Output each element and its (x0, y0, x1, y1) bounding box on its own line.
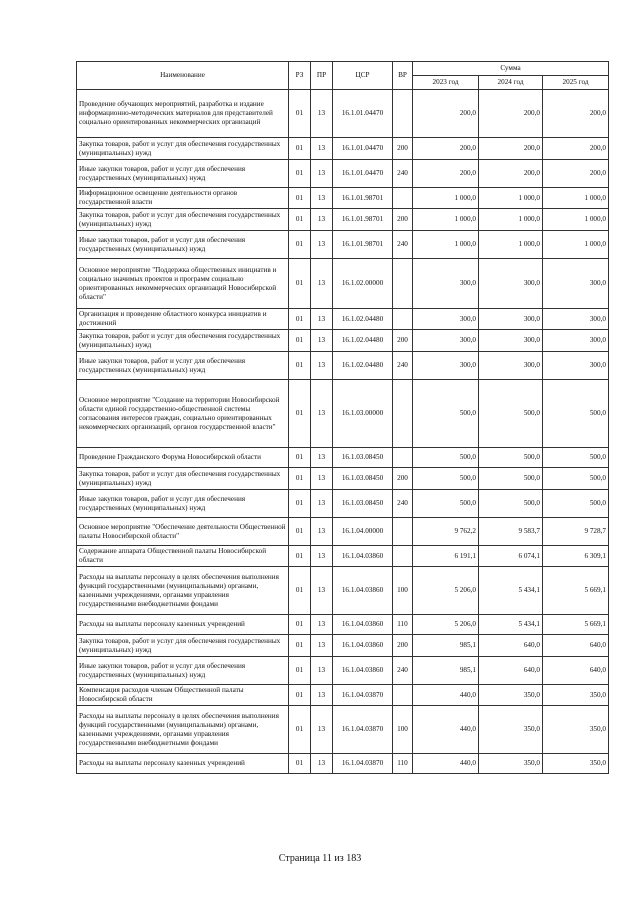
row-rz: 01 (289, 635, 311, 657)
row-vr (393, 90, 413, 138)
row-rz: 01 (289, 352, 311, 380)
header-sum: Сумма (413, 62, 609, 76)
table-row (77, 635, 609, 657)
row-pr: 13 (311, 546, 333, 567)
table-body (77, 90, 609, 774)
table-row (77, 231, 609, 259)
row-csr: 16.1.03.08450 (333, 448, 393, 468)
row-vr (393, 309, 413, 330)
row-csr: 16.1.02.04480 (333, 330, 393, 352)
row-sum-2024: 500,0 (479, 468, 543, 490)
row-csr: 16.1.04.00000 (333, 518, 393, 546)
row-csr: 16.1.01.98701 (333, 209, 393, 231)
header-rz: РЗ (289, 62, 311, 90)
row-name: Содержание аппарата Общественной палаты Новосибирской области (77, 546, 289, 567)
row-csr: 16.1.04.03870 (333, 754, 393, 774)
table-row (77, 657, 609, 685)
row-rz: 01 (289, 188, 311, 209)
page-number: Страница 11 из 183 (278, 853, 362, 864)
row-rz: 01 (289, 754, 311, 774)
row-rz: 01 (289, 615, 311, 635)
row-csr: 16.1.03.00000 (333, 380, 393, 448)
row-vr: 200 (393, 635, 413, 657)
header-pr: ПР (311, 62, 333, 90)
row-csr: 16.1.04.03870 (333, 685, 393, 706)
row-name: Иные закупки товаров, работ и услуг для обеспечения государственных (муниципальных) нужд (77, 657, 289, 685)
row-rz: 01 (289, 90, 311, 138)
row-sum-2024: 350,0 (479, 706, 543, 754)
row-pr: 13 (311, 188, 333, 209)
row-pr: 13 (311, 138, 333, 160)
row-sum-2025: 5 669,1 (543, 567, 609, 615)
row-pr: 13 (311, 380, 333, 448)
row-name: Иные закупки товаров, работ и услуг для обеспечения государственных (муниципальных) нужд (77, 160, 289, 188)
row-sum-2023: 200,0 (413, 138, 479, 160)
row-csr: 16.1.02.04480 (333, 352, 393, 380)
row-sum-2025: 350,0 (543, 754, 609, 774)
row-vr: 200 (393, 468, 413, 490)
row-sum-2024: 1 000,0 (479, 209, 543, 231)
row-sum-2025: 500,0 (543, 380, 609, 448)
table-row (77, 490, 609, 518)
row-sum-2024: 1 000,0 (479, 231, 543, 259)
table-row (77, 754, 609, 774)
row-pr: 13 (311, 448, 333, 468)
row-sum-2025: 300,0 (543, 309, 609, 330)
row-sum-2025: 300,0 (543, 259, 609, 309)
row-vr: 110 (393, 615, 413, 635)
row-vr: 200 (393, 209, 413, 231)
row-name: Проведение Гражданского Форума Новосибирской области (77, 448, 289, 468)
row-vr (393, 188, 413, 209)
table-row (77, 706, 609, 754)
row-sum-2023: 5 206,0 (413, 567, 479, 615)
row-sum-2023: 500,0 (413, 380, 479, 448)
table-row (77, 448, 609, 468)
row-vr: 240 (393, 352, 413, 380)
row-pr: 13 (311, 635, 333, 657)
row-sum-2024: 350,0 (479, 754, 543, 774)
row-name: Иные закупки товаров, работ и услуг для обеспечения государственных (муниципальных) нужд (77, 352, 289, 380)
row-csr: 16.1.02.00000 (333, 259, 393, 309)
row-sum-2023: 440,0 (413, 685, 479, 706)
row-pr: 13 (311, 90, 333, 138)
row-rz: 01 (289, 380, 311, 448)
row-sum-2024: 200,0 (479, 90, 543, 138)
row-rz: 01 (289, 706, 311, 754)
row-pr: 13 (311, 231, 333, 259)
row-sum-2023: 500,0 (413, 468, 479, 490)
row-sum-2024: 640,0 (479, 635, 543, 657)
row-sum-2024: 300,0 (479, 330, 543, 352)
table-row (77, 615, 609, 635)
table-row (77, 209, 609, 231)
row-pr: 13 (311, 259, 333, 309)
row-sum-2024: 5 434,1 (479, 615, 543, 635)
row-sum-2024: 300,0 (479, 259, 543, 309)
row-sum-2024: 500,0 (479, 490, 543, 518)
row-sum-2024: 5 434,1 (479, 567, 543, 615)
row-csr: 16.1.03.08450 (333, 490, 393, 518)
row-csr: 16.1.04.03870 (333, 706, 393, 754)
row-name: Расходы на выплаты персоналу казенных учреждений (77, 754, 289, 774)
row-name: Закупка товаров, работ и услуг для обеспечения государственных (муниципальных) нужд (77, 468, 289, 490)
row-pr: 13 (311, 567, 333, 615)
row-pr: 13 (311, 352, 333, 380)
table-row (77, 90, 609, 138)
row-name: Компенсация расходов членам Общественной палаты Новосибирской области (77, 685, 289, 706)
row-sum-2023: 300,0 (413, 259, 479, 309)
row-sum-2025: 640,0 (543, 635, 609, 657)
row-sum-2025: 5 669,1 (543, 615, 609, 635)
row-pr: 13 (311, 706, 333, 754)
header-name: Наименование (77, 62, 289, 90)
table-row (77, 160, 609, 188)
row-sum-2025: 1 000,0 (543, 188, 609, 209)
row-vr (393, 546, 413, 567)
row-name: Основное мероприятие "Поддержка общественных инициатив и социально значимых проектов и программ социально ориентированных некоммерческих организаций Новосибирской области" (77, 259, 289, 309)
row-pr: 13 (311, 754, 333, 774)
row-vr (393, 448, 413, 468)
row-name: Проведение обучающих мероприятий, разработка и издание информационно-методических материалов для представителей социально ориентированных некоммерческих организаций (77, 90, 289, 138)
row-csr: 16.1.04.03860 (333, 567, 393, 615)
row-sum-2025: 350,0 (543, 685, 609, 706)
table-row (77, 138, 609, 160)
row-sum-2024: 200,0 (479, 138, 543, 160)
row-csr: 16.1.02.04480 (333, 309, 393, 330)
row-pr: 13 (311, 209, 333, 231)
row-rz: 01 (289, 160, 311, 188)
row-name: Основное мероприятие "Обеспечение деятельности Общественной палаты Новосибирской области" (77, 518, 289, 546)
row-pr: 13 (311, 330, 333, 352)
budget-table (76, 61, 609, 774)
row-csr: 16.1.01.04470 (333, 160, 393, 188)
header-year-2024: 2024 год (479, 76, 543, 90)
header-csr: ЦСР (333, 62, 393, 90)
row-vr: 100 (393, 706, 413, 754)
row-sum-2024: 300,0 (479, 352, 543, 380)
table-row (77, 380, 609, 448)
row-sum-2024: 200,0 (479, 160, 543, 188)
row-pr: 13 (311, 490, 333, 518)
table-row (77, 468, 609, 490)
row-sum-2023: 1 000,0 (413, 231, 479, 259)
row-sum-2023: 200,0 (413, 90, 479, 138)
row-name: Информационное освещение деятельности органов государственной власти (77, 188, 289, 209)
row-pr: 13 (311, 615, 333, 635)
row-pr: 13 (311, 518, 333, 546)
header-year-2025: 2025 год (543, 76, 609, 90)
row-vr: 240 (393, 490, 413, 518)
row-csr: 16.1.04.03860 (333, 546, 393, 567)
row-name: Иные закупки товаров, работ и услуг для обеспечения государственных (муниципальных) нужд (77, 490, 289, 518)
row-sum-2023: 500,0 (413, 490, 479, 518)
row-csr: 16.1.04.03860 (333, 635, 393, 657)
row-name: Организация и проведение областного конкурса инициатив и достижений (77, 309, 289, 330)
row-sum-2023: 6 191,1 (413, 546, 479, 567)
row-vr (393, 259, 413, 309)
row-rz: 01 (289, 309, 311, 330)
row-csr: 16.1.04.03860 (333, 615, 393, 635)
row-sum-2025: 200,0 (543, 90, 609, 138)
row-vr: 240 (393, 160, 413, 188)
row-sum-2023: 1 000,0 (413, 209, 479, 231)
row-sum-2025: 6 309,1 (543, 546, 609, 567)
row-sum-2025: 200,0 (543, 138, 609, 160)
row-sum-2025: 640,0 (543, 657, 609, 685)
row-sum-2023: 300,0 (413, 352, 479, 380)
table-row (77, 309, 609, 330)
table-row (77, 352, 609, 380)
row-csr: 16.1.03.08450 (333, 468, 393, 490)
row-sum-2024: 640,0 (479, 657, 543, 685)
row-vr (393, 685, 413, 706)
table-row (77, 330, 609, 352)
row-pr: 13 (311, 468, 333, 490)
row-csr: 16.1.01.98701 (333, 188, 393, 209)
header-vr: ВР (393, 62, 413, 90)
row-name: Закупка товаров, работ и услуг для обеспечения государственных (муниципальных) нужд (77, 209, 289, 231)
row-sum-2023: 500,0 (413, 448, 479, 468)
row-rz: 01 (289, 685, 311, 706)
row-rz: 01 (289, 546, 311, 567)
row-pr: 13 (311, 685, 333, 706)
row-sum-2023: 440,0 (413, 706, 479, 754)
row-name: Закупка товаров, работ и услуг для обеспечения государственных (муниципальных) нужд (77, 330, 289, 352)
row-sum-2025: 1 000,0 (543, 209, 609, 231)
row-name: Закупка товаров, работ и услуг для обеспечения государственных (муниципальных) нужд (77, 635, 289, 657)
row-sum-2024: 500,0 (479, 380, 543, 448)
table-row (77, 546, 609, 567)
row-name: Закупка товаров, работ и услуг для обеспечения государственных (муниципальных) нужд (77, 138, 289, 160)
row-sum-2023: 300,0 (413, 309, 479, 330)
row-sum-2023: 5 206,0 (413, 615, 479, 635)
row-rz: 01 (289, 330, 311, 352)
row-sum-2024: 1 000,0 (479, 188, 543, 209)
row-sum-2023: 200,0 (413, 160, 479, 188)
row-sum-2025: 200,0 (543, 160, 609, 188)
row-sum-2024: 500,0 (479, 448, 543, 468)
row-vr: 200 (393, 330, 413, 352)
row-name: Расходы на выплаты персоналу в целях обеспечения выполнения функций государственными (муниципальными) органами, казенными учреждениями, органами управления государственными внебюджетными фондами (77, 567, 289, 615)
row-sum-2025: 500,0 (543, 468, 609, 490)
row-rz: 01 (289, 448, 311, 468)
row-rz: 01 (289, 490, 311, 518)
row-name: Расходы на выплаты персоналу в целях обеспечения выполнения функций государственными (муниципальными) органами, казенными учреждениями, органами управления государственными внебюджетными фондами (77, 706, 289, 754)
row-rz: 01 (289, 231, 311, 259)
row-sum-2024: 6 074,1 (479, 546, 543, 567)
row-rz: 01 (289, 138, 311, 160)
row-sum-2023: 985,1 (413, 657, 479, 685)
row-pr: 13 (311, 309, 333, 330)
header-year-2023: 2023 год (413, 76, 479, 90)
row-sum-2025: 350,0 (543, 706, 609, 754)
row-sum-2025: 500,0 (543, 448, 609, 468)
row-rz: 01 (289, 259, 311, 309)
row-sum-2023: 440,0 (413, 754, 479, 774)
row-csr: 16.1.04.03860 (333, 657, 393, 685)
row-sum-2025: 9 728,7 (543, 518, 609, 546)
row-sum-2024: 350,0 (479, 685, 543, 706)
row-rz: 01 (289, 567, 311, 615)
row-csr: 16.1.01.98701 (333, 231, 393, 259)
row-rz: 01 (289, 209, 311, 231)
row-name: Иные закупки товаров, работ и услуг для обеспечения государственных (муниципальных) нужд (77, 231, 289, 259)
row-vr: 100 (393, 567, 413, 615)
row-name: Основное мероприятие "Создание на территории Новосибирской области единой государственно-общественной системы согласования интересов граждан, социально ориентированных некоммерческих организаций, органов государственной власти" (77, 380, 289, 448)
row-vr: 200 (393, 138, 413, 160)
row-sum-2023: 9 762,2 (413, 518, 479, 546)
row-vr: 240 (393, 231, 413, 259)
row-name: Расходы на выплаты персоналу казенных учреждений (77, 615, 289, 635)
row-vr: 110 (393, 754, 413, 774)
row-rz: 01 (289, 468, 311, 490)
row-rz: 01 (289, 518, 311, 546)
row-csr: 16.1.01.04470 (333, 138, 393, 160)
row-sum-2025: 500,0 (543, 490, 609, 518)
row-sum-2025: 1 000,0 (543, 231, 609, 259)
row-pr: 13 (311, 657, 333, 685)
row-vr (393, 380, 413, 448)
row-sum-2023: 300,0 (413, 330, 479, 352)
row-rz: 01 (289, 657, 311, 685)
row-pr: 13 (311, 160, 333, 188)
row-vr: 240 (393, 657, 413, 685)
row-sum-2023: 1 000,0 (413, 188, 479, 209)
table-row (77, 188, 609, 209)
table-row (77, 685, 609, 706)
table-row (77, 259, 609, 309)
row-sum-2025: 300,0 (543, 330, 609, 352)
row-vr (393, 518, 413, 546)
row-sum-2025: 300,0 (543, 352, 609, 380)
row-sum-2024: 9 583,7 (479, 518, 543, 546)
table-row (77, 567, 609, 615)
table-row (77, 518, 609, 546)
row-sum-2024: 300,0 (479, 309, 543, 330)
row-sum-2023: 985,1 (413, 635, 479, 657)
row-csr: 16.1.01.04470 (333, 90, 393, 138)
